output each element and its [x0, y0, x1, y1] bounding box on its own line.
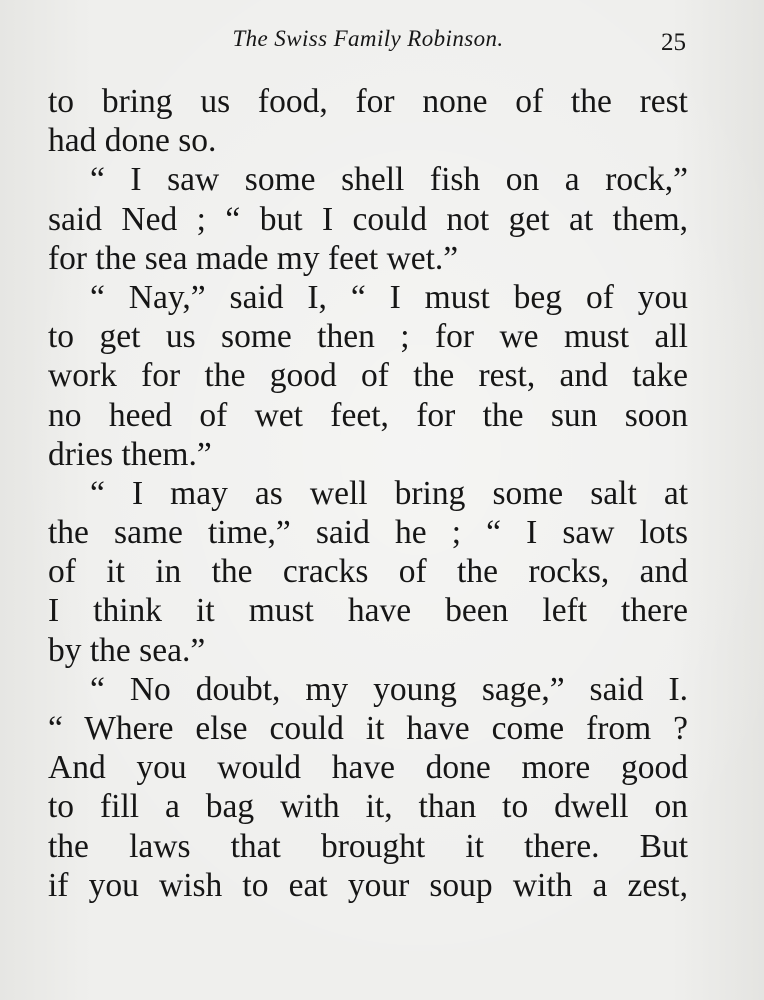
text-line: And you would have done more good	[48, 749, 688, 787]
text-line: to bring us food, for none of the rest	[48, 83, 688, 120]
text-line: “ No doubt, my young sage,” said I.	[90, 670, 688, 708]
text-line: to get us some then ; for we must all	[48, 318, 688, 356]
text-line: to fill a bag with it, than to dwell on	[48, 788, 688, 826]
text-line: had done so.	[48, 122, 217, 160]
text-line: “ I saw some shell fish on a rock,”	[90, 161, 688, 199]
running-head	[48, 26, 688, 60]
text-line: dries them.”	[48, 435, 212, 473]
text-line: by the sea.”	[48, 631, 206, 669]
text-line: “ Nay,” said I, “ I must beg of you	[90, 278, 688, 316]
text-line: “ I may as well bring some salt at	[90, 474, 688, 512]
text-line: said Ned ; “ but I could not get at them,	[48, 200, 688, 238]
text-line: for the sea made my feet wet.”	[48, 239, 459, 277]
running-title: The Swiss Family Robinson.	[232, 26, 504, 51]
body-text	[48, 82, 688, 905]
text-line: if you wish to eat your soup with a zest,	[48, 866, 688, 904]
text-line: of it in the cracks of the rocks, and	[48, 553, 688, 591]
text-line: work for the good of the rest, and take	[48, 357, 688, 395]
text-line: the same time,” said he ; “ I saw lots	[48, 514, 688, 552]
text-line: no heed of wet feet, for the sun soon	[48, 396, 688, 434]
text-line: “ Where else could it have come from ?	[48, 710, 688, 747]
text-line: I think it must have been left there	[48, 592, 688, 630]
page-number: 25	[661, 29, 686, 56]
text-line: the laws that brought it there. But	[48, 827, 688, 865]
